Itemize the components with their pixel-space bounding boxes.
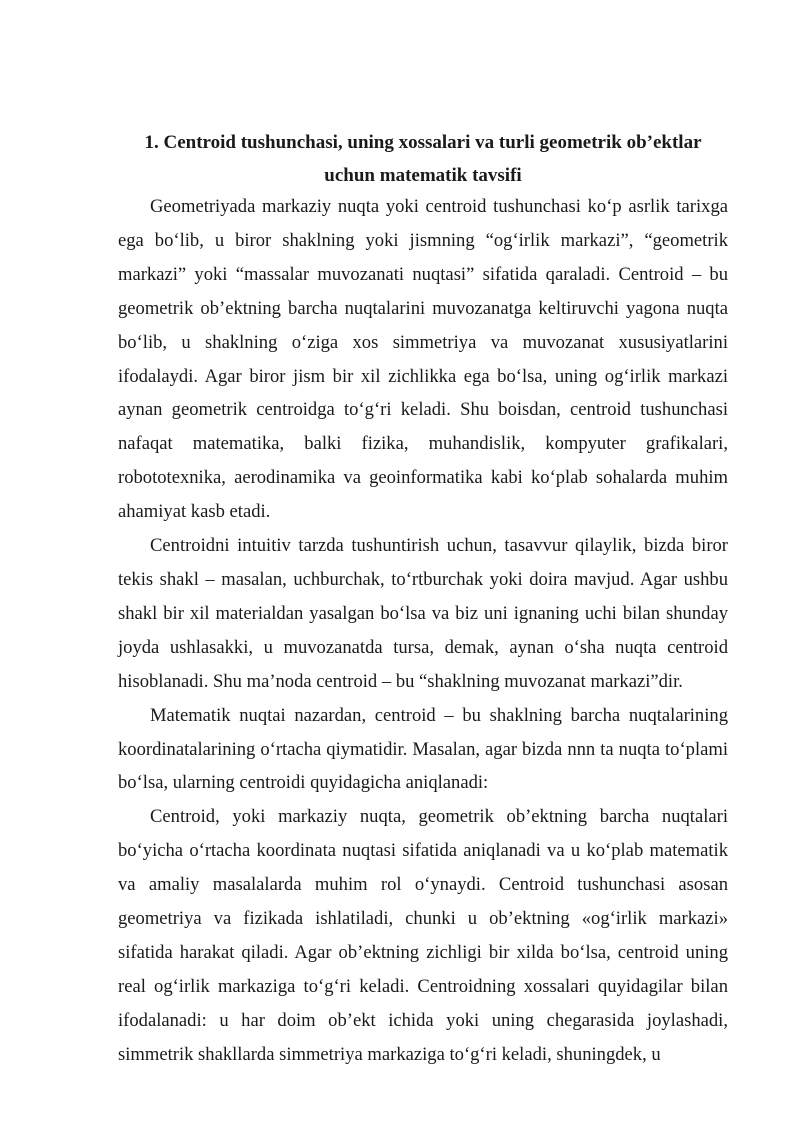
section-title-line-2: uchun matematik tavsifi	[324, 165, 522, 186]
section-title	[118, 126, 728, 192]
paragraph-4: Centroid, yoki markaziy nuqta, geometrik ob’ektning barcha nuqtalari bo‘yicha o‘rtacha koordinata nuqtasi sifatida aniqlanadi va u ko‘plab matematik va amaliy masalalarda muhim rol o‘ynaydi. Centroid tushunchasi asosan geometriya va fizikada ishlatiladi, chunki u ob’ektning «og‘irlik markazi» sifatida harakat qiladi. Agar ob’ektning zichligi bir xilda bo‘lsa, centroid uning real og‘irlik markaziga to‘g‘ri keladi. Centroidning xossalari quyidagilar bilan ifodalanadi: u har doim ob’ekt ichida yoki uning chegarasida joylashadi, simmetrik shakllarda simmetriya markaziga to‘g‘ri keladi, shuningdek, u	[118, 806, 728, 1065]
paragraph-1: Geometriyada markaziy nuqta yoki centroid tushunchasi ko‘p asrlik tarixga ega bo‘lib, u biror shaklning yoki jismning “og‘irlik markazi”, “geometrik markazi” yoki “massalar muvozanati nuqtasi” sifatida qaraladi. Centroid – bu geometrik ob’ektning barcha nuqtalarini muvozanatga keltiruvchi yagona nuqta bo‘lib, u shaklning o‘ziga xos simmetriya va muvozanat xususiyatlarini ifodalaydi. Agar biror jism bir xil zichlikka ega bo‘lsa, uning og‘irlik markazi aynan geometrik centroidga to‘g‘ri keladi. Shu boisdan, centroid tushunchasi nafaqat matematika, balki fizika, muhandislik, kompyuter grafikalari, robototexnika, aerodinamika va geoinformatika kabi ko‘plab sohalarda muhim ahamiyat kasb etadi.	[118, 196, 728, 523]
document-body	[118, 190, 728, 1072]
paragraph-3: Matematik nuqtai nazardan, centroid – bu shaklning barcha nuqtalarining koordinatalarining o‘rtacha qiymatidir. Masalan, agar bizda nnn ta nuqta to‘plami bo‘lsa, ularning centroidi quyidagicha aniqlanadi:	[118, 704, 728, 794]
section-title-line-1: 1. Centroid tushunchasi, uning xossalari va turli geometrik ob’ektlar	[144, 132, 702, 153]
paragraph-2: Centroidni intuitiv tarzda tushuntirish uchun, tasavvur qilaylik, bizda biror tekis shakl – masalan, uchburchak, to‘rtburchak yoki doira mavjud. Agar ushbu shakl bir xil materialdan yasalgan bo‘lsa va biz uni ignaning uchi bilan shunday joyda ushlasakki, u muvozanatda tursa, demak, aynan o‘sha nuqta centroid hisoblanadi. Shu ma’noda centroid – bu “shaklning muvozanat markazi”dir.	[118, 535, 728, 692]
